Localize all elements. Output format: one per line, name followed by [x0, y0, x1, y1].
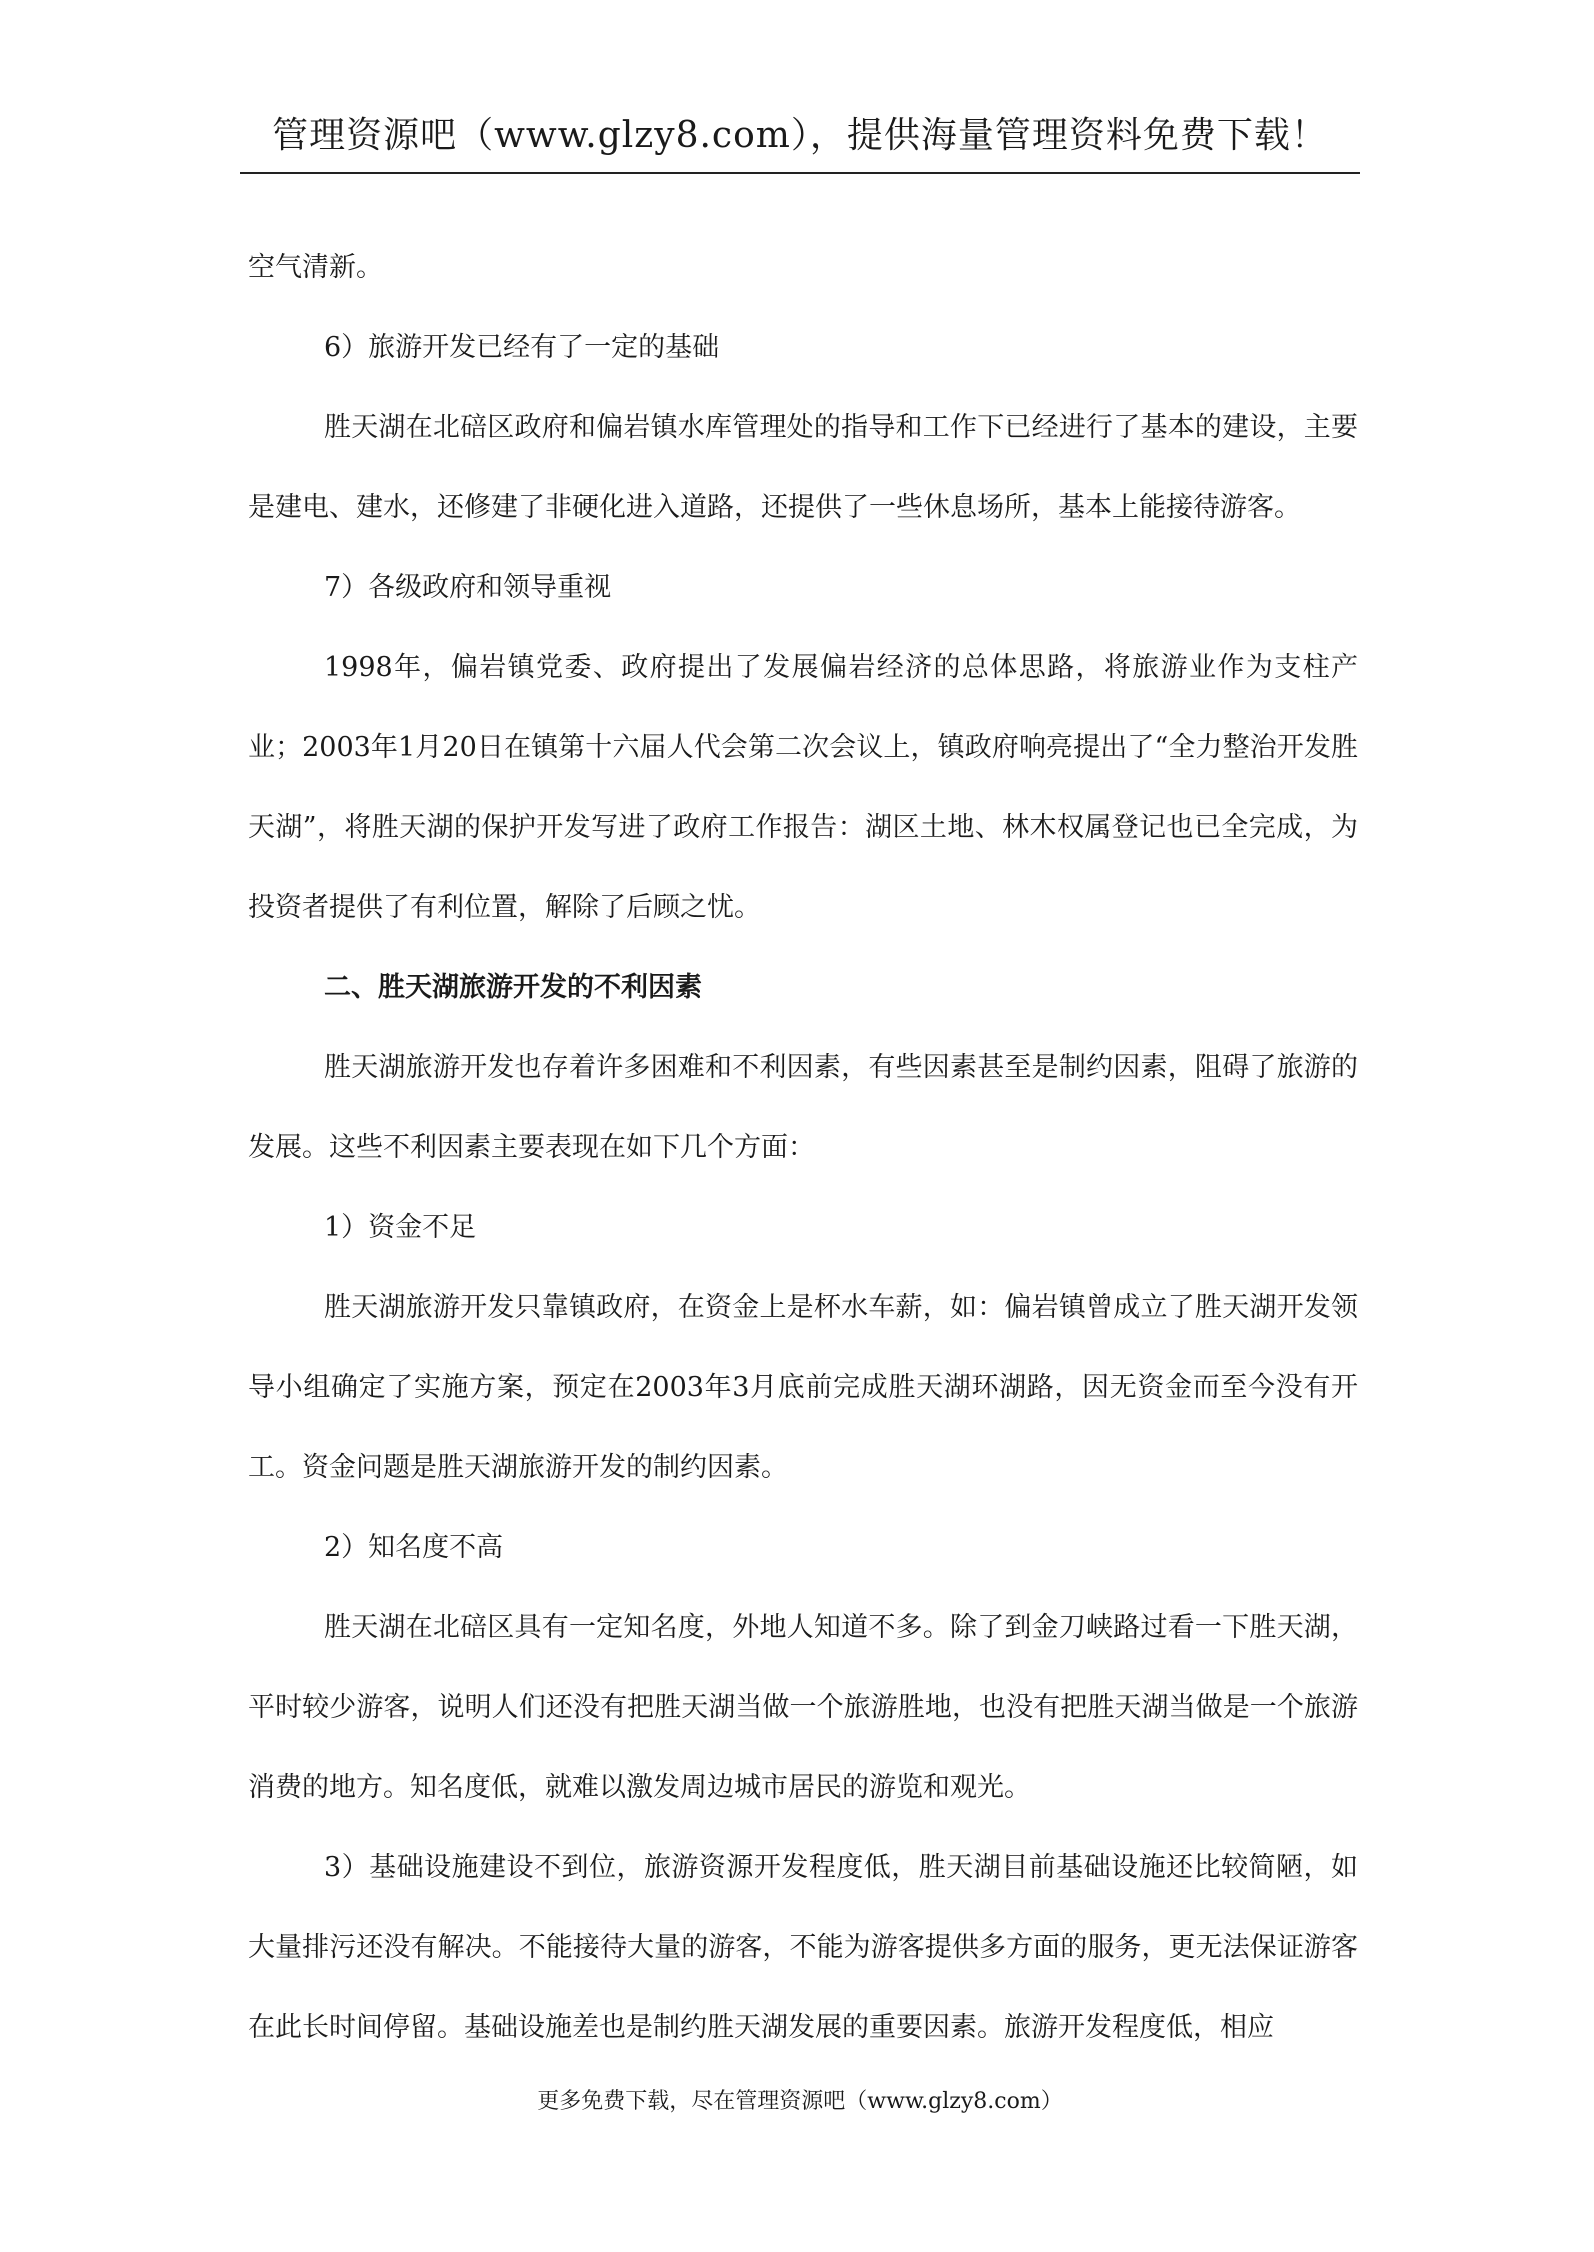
list-item-heading-6: 6）旅游开发已经有了一定的基础 [324, 332, 720, 363]
paragraph: 3）基础设施建设不到位，旅游资源开发程度低，胜天湖目前基础设施还比较简陋，如大量排污还没有解决。不能接待大量的游客，不能为游客提供多方面的服务，更无法保证游客在此长时间停留。基础设施差也是制约胜天湖发展的重要因素。旅游开发程度低，相应 [248, 1852, 1358, 2043]
page-header-title: 管理资源吧（www.glzy8.com），提供海量管理资料免费下载！ [272, 115, 1328, 156]
paragraph-continuation: 空气清新。 [248, 252, 383, 283]
paragraph: 1998年，偏岩镇党委、政府提出了发展偏岩经济的总体思路，将旅游业作为支柱产业；2003年1月20日在镇第十六届人代会第二次会议上，镇政府响亮提出了“全力整治开发胜天湖”，将胜天湖的保护开发写进了政府工作报告：湖区土地、林木权属登记也已全完成，为投资者提供了有利位置，解除了后顾之忧。 [248, 652, 1358, 923]
paragraph: 胜天湖在北碚区具有一定知名度，外地人知道不多。除了到金刀峡路过看一下胜天湖，平时较少游客，说明人们还没有把胜天湖当做一个旅游胜地，也没有把胜天湖当做是一个旅游消费的地方。知名度低，就难以激发周边城市居民的游览和观光。 [248, 1612, 1358, 1803]
document-body [248, 228, 1358, 2068]
paragraph: 胜天湖在北碚区政府和偏岩镇水库管理处的指导和工作下已经进行了基本的建设，主要是建电、建水，还修建了非硬化进入道路，还提供了一些休息场所，基本上能接待游客。 [248, 412, 1358, 523]
list-item-heading-2: 2）知名度不高 [324, 1532, 504, 1563]
paragraph: 胜天湖旅游开发只靠镇政府，在资金上是杯水车薪，如：偏岩镇曾成立了胜天湖开发领导小组确定了实施方案，预定在2003年3月底前完成胜天湖环湖路，因无资金而至今没有开工。资金问题是胜天湖旅游开发的制约因素。 [248, 1292, 1358, 1483]
page-footer: 更多免费下载，尽在管理资源吧（www.glzy8.com） [537, 2089, 1063, 2114]
paragraph: 胜天湖旅游开发也存着许多困难和不利因素，有些因素甚至是制约因素，阻碍了旅游的发展。这些不利因素主要表现在如下几个方面： [248, 1052, 1358, 1163]
header-divider [240, 172, 1360, 174]
list-item-heading-7: 7）各级政府和领导重视 [324, 572, 612, 603]
list-item-heading-1: 1）资金不足 [324, 1212, 477, 1243]
section-heading: 二、胜天湖旅游开发的不利因素 [324, 972, 702, 1003]
